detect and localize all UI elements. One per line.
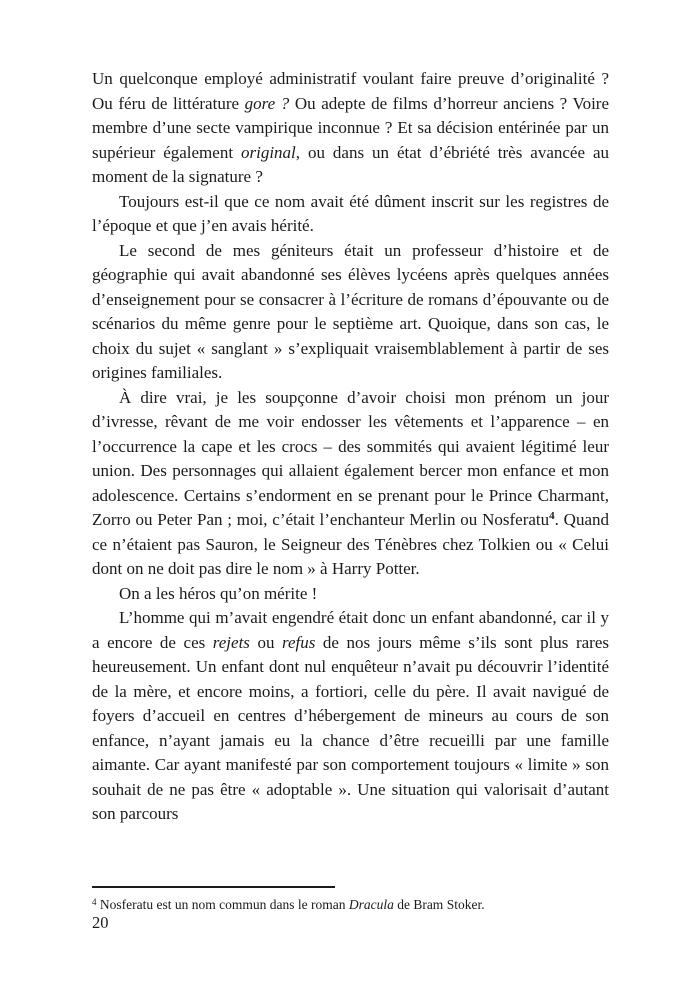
- text-segment: On a les héros qu’on mérite !: [119, 583, 318, 603]
- text-segment: Nosferatu est un nom commun dans le roman: [96, 897, 349, 912]
- text-segment: À dire vrai, je les soupçonne d’avoir choisi mon prénom un jour d’ivresse, rêvant de me voir endosser les vêtements et l’apparence – en l’occurrence la cape et les crocs – des sommités qui avaient légitimé leur union. Des personnages qui allaient également bercer mon enfance et mon adolescence. Certains s’endorment en se prenant pour le Prince Charmant, Zorro ou Peter Pan ; moi, c’était l’enchanteur Merlin ou Nosferatu: [92, 387, 609, 529]
- italic-text: rejets: [212, 632, 250, 652]
- text-segment: ou: [249, 632, 283, 652]
- italic-text: original: [241, 142, 296, 162]
- italic-text: gore ?: [244, 93, 290, 113]
- text-segment: . Quand ce n’étaient pas Sauron, le Seigneur des Ténèbres chez Tolkien ou « Celui dont on ne doit pas dire le nom » à Harry Potter.: [92, 510, 609, 578]
- footnote: [92, 896, 609, 913]
- text-segment: de Bram Stoker.: [393, 897, 485, 912]
- text-segment: Le second de mes géniteurs était un professeur d’histoire et de géographie qui avait abandonné ses élèves lycéens après quelques années d’enseignement pour se consacrer à l’écriture de romans d’épouvante ou de scénarios du même genre pour le septième art. Quoique, dans son cas, le choix du sujet « sanglant » s’expliquait vraisemblablement à partir de ses origines familiales.: [92, 240, 609, 382]
- paragraph: [92, 606, 609, 827]
- text-segment: de nos jours même s’ils sont plus rares heureusement. Un enfant dont nul enquêteur n’avait pu découvrir l’identité de la mère, et encore moins, a fortiori, celle du père. Il avait navigué de foyers d’accueil en centres d’hébergement de mineurs au cours de son enfance, n’ayant jamais eu la chance d’être recueilli par une famille aimante. Car ayant manifesté par son comportement toujours « limite » son souhait de ne pas être « adoptable ». Une situation qui valorisait d’autant son parcours: [92, 632, 609, 823]
- paragraph: [92, 67, 609, 190]
- text-segment: Ou adepte de films d’horreur anciens ? Voire membre d’une secte vampirique inconnue ? Et sa décision entérinée par un supérieur également: [92, 93, 610, 162]
- text-segment: Un quelconque employé administratif voulant faire preuve d’originalité ? Ou féru de littérature: [92, 69, 609, 113]
- text-segment: Toujours est-il que ce nom avait été dûment inscrit sur les registres de l’époque et que j’en avais hérité.: [92, 191, 609, 235]
- italic-text: refus: [282, 632, 316, 652]
- italic-text: Dracula: [348, 897, 394, 912]
- text-segment: L’homme qui m’avait engendré était donc un enfant abandonné, car il y a encore de ces: [92, 608, 609, 652]
- paragraph: [92, 386, 609, 582]
- page-body: [92, 67, 609, 827]
- paragraph: [92, 239, 609, 386]
- paragraph: [92, 582, 609, 607]
- footnote-reference: 4: [549, 510, 555, 522]
- paragraph: [92, 190, 609, 239]
- page-number: 20: [92, 913, 109, 932]
- footnote-separator: [92, 886, 335, 888]
- footnote-reference: 4: [92, 897, 97, 907]
- text-segment: , ou dans un état d’ébriété très avancée au moment de la signature ?: [92, 142, 610, 186]
